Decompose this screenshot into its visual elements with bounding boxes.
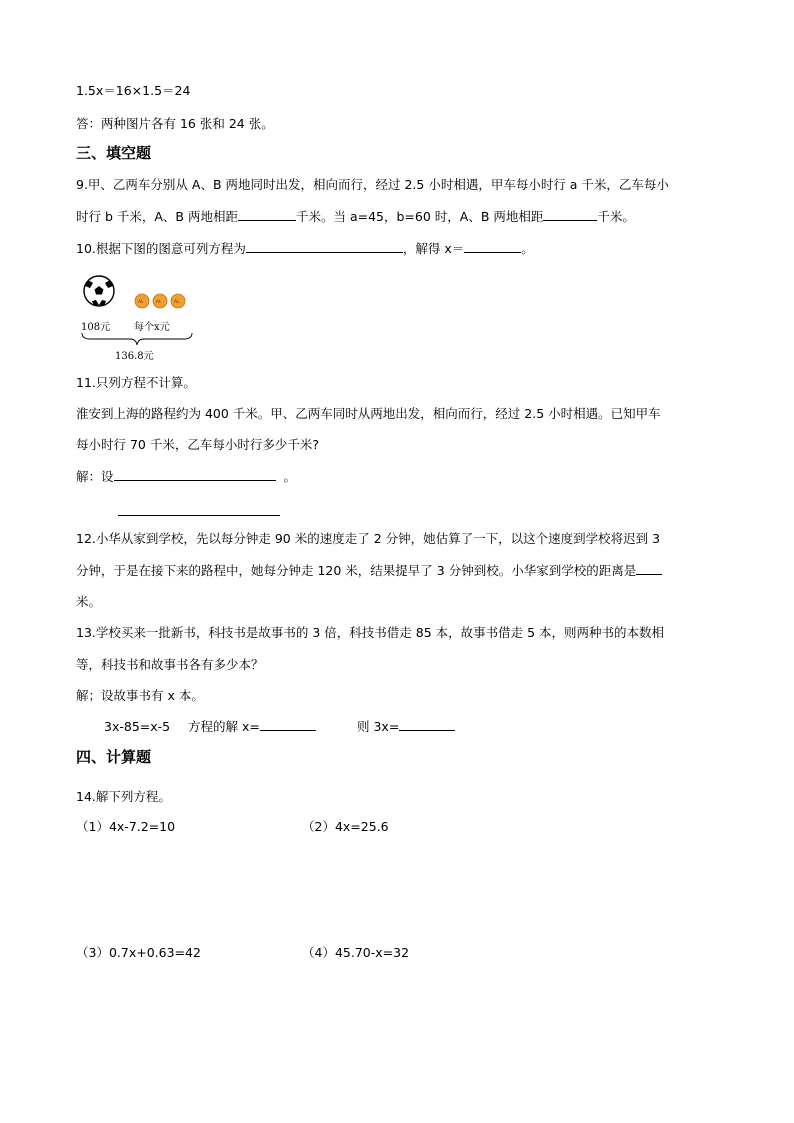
question-12-line-1: 12.小华从家到学校，先以每分钟走 90 米的速度走了 2 分钟，她估算了一下，以这个速度到学校将迟到 3 [76, 531, 661, 546]
question-13-line-4 [104, 718, 170, 736]
q13-text-x: 方程的解 x= [188, 719, 260, 734]
soccer-ball-icon [84, 276, 114, 306]
q9-text-3: 千米。 [597, 209, 635, 224]
question-14-item-2: （2）4x=25.6 [302, 819, 389, 834]
q9-text-2: 千米。当 a=45，b=60 时，A、B 两地相距 [295, 209, 544, 224]
question-10-figure [78, 270, 198, 362]
question-14-title: 14.解下列方程。 [76, 789, 171, 804]
each-price-label: 每个x元 [134, 322, 170, 333]
question-11-line-1: 淮安到上海的路程约为 400 千米。甲、乙两车同时从两地出发，相向而行，经过 2.5 小时相遇。已知甲车 [76, 406, 661, 421]
q11-text-2: 。 [283, 469, 296, 484]
question-14-item-4: （4）45.70-x=32 [302, 945, 410, 960]
q10-text-3: 。 [521, 241, 534, 256]
q12-distance-blank[interactable] [636, 562, 662, 575]
q9-blank-2[interactable] [543, 208, 597, 221]
q10-text-1: 10.根据下图的图意可列方程为 [76, 241, 246, 256]
question-10-line [76, 240, 534, 258]
small-ball-label-3: AL [174, 300, 180, 305]
question-12-line-2 [76, 562, 662, 580]
q10-text-2: ，解得 x＝ [402, 241, 465, 256]
q13-3x-blank[interactable] [399, 718, 455, 731]
question-11-solution-line [76, 468, 296, 486]
question-13-solution-x [188, 718, 316, 736]
question-13-line-2: 等，科技书和故事书各有多少本？ [76, 657, 264, 672]
question-11-line-2: 每小时行 70 千米，乙车每小时行多少千米? [76, 437, 319, 452]
question-13-line-3: 解；设故事书有 x 本。 [76, 688, 204, 703]
total-price-label: 136.8元 [115, 351, 154, 362]
small-ball-label-1: AL [138, 300, 144, 305]
question-13-solution-3x [357, 718, 455, 736]
question-9-line-2 [76, 208, 635, 226]
question-12-line-3: 米。 [76, 594, 102, 609]
q11-let-blank[interactable] [114, 468, 276, 481]
q13-equation: 3x-85=x-5 [104, 719, 171, 734]
question-14-item-3: （3）0.7x+0.63=42 [76, 945, 201, 960]
answer-line: 答：两种图片各有 16 张和 24 张。 [76, 116, 274, 131]
q12-text-1: 分钟，于是在接下来的路程中，她每分钟走 120 米，结果提早了 3 分钟到校。小华家到学校的距离是 [76, 563, 637, 578]
q10-solution-blank[interactable] [464, 240, 521, 253]
q9-blank-1[interactable] [238, 208, 296, 221]
equation-line: 1.5x＝16×1.5＝24 [76, 83, 191, 98]
q10-equation-blank[interactable] [246, 240, 403, 253]
q11-text-1: 解：设 [76, 469, 114, 484]
section-heading-calculation: 四、计算题 [76, 748, 152, 766]
question-14-item-1: （1）4x-7.2=10 [76, 819, 176, 834]
question-13-line-1: 13.学校买来一批新书，科技书是故事书的 3 倍，科技书借走 85 本，故事书借走 5 本，则两种书的本数相 [76, 625, 665, 640]
section-heading-fill-blank: 三、填空题 [76, 144, 152, 162]
q9-text-1: 时行 b 千米，A、B 两地相距 [76, 209, 238, 224]
question-9-line-1: 9.甲、乙两车分别从 A、B 两地同时出发，相向而行，经过 2.5 小时相遇，甲车每小时行 a 千米，乙车每小 [76, 177, 669, 192]
small-ball-label-2: AL [156, 300, 162, 305]
total-brace [82, 333, 192, 345]
q13-text-3x: 则 3x= [357, 719, 400, 734]
ball-price-label: 108元 [81, 322, 111, 333]
q11-equation-blank[interactable] [118, 515, 280, 516]
question-11-title: 11.只列方程不计算。 [76, 375, 196, 390]
q13-x-blank[interactable] [260, 718, 316, 731]
